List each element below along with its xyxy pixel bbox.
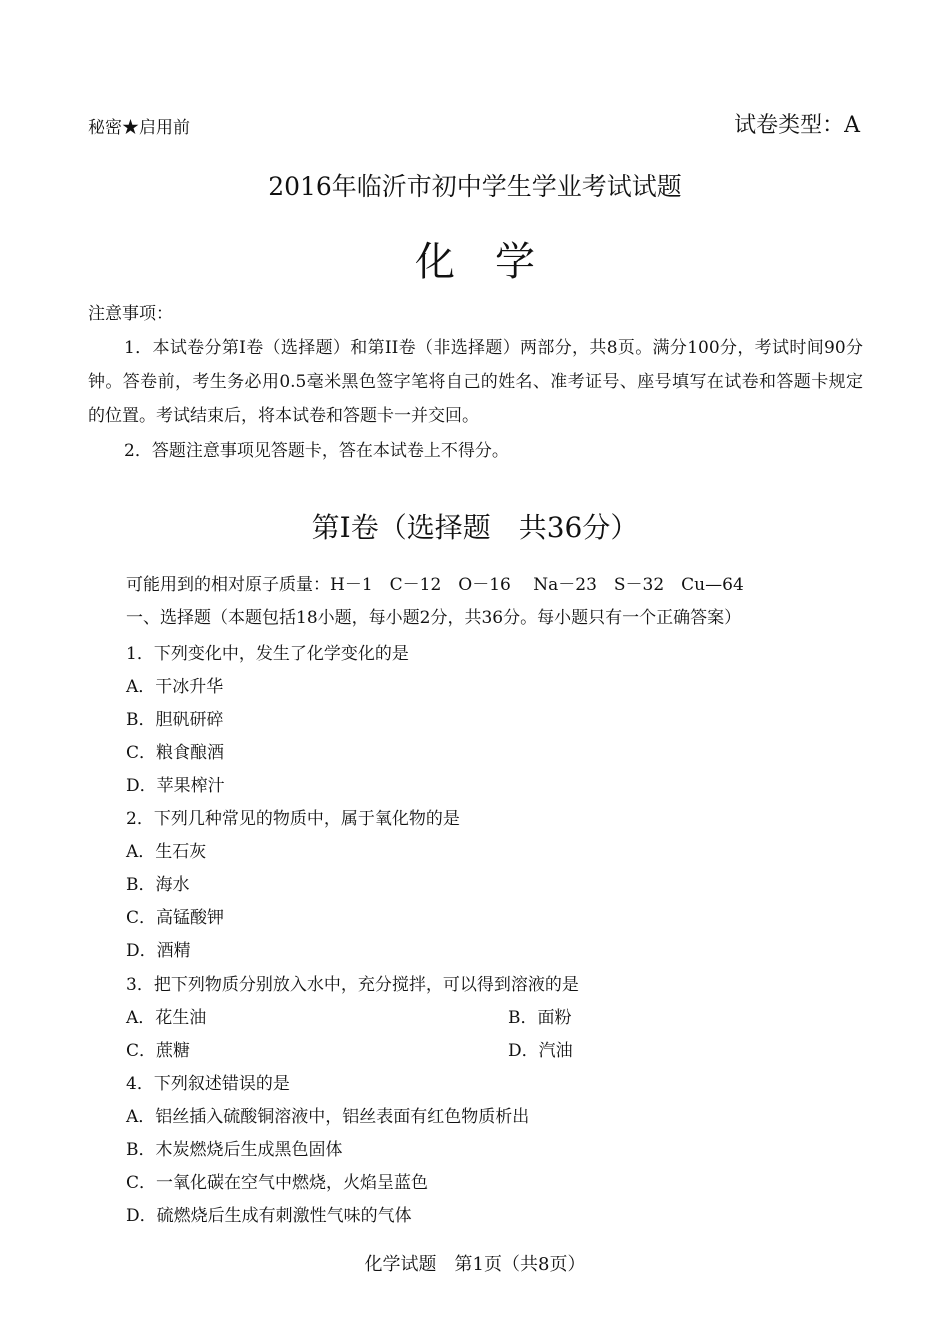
question-2-option-d: D．酒精 bbox=[126, 941, 191, 961]
question-4-option-d: D．硫燃烧后生成有刺激性气味的气体 bbox=[126, 1206, 412, 1226]
section-title: 第I卷（选择题 共36分） bbox=[311, 511, 639, 544]
question-2-option-a: A．生石灰 bbox=[126, 842, 207, 862]
subject-title: 化学 bbox=[415, 239, 575, 285]
question-2-option-b: B．海水 bbox=[126, 875, 190, 895]
question-1-stem: 1．下列变化中，发生了化学变化的是 bbox=[126, 644, 409, 664]
paper-type: 试卷类型：A bbox=[734, 113, 860, 138]
confidential-mark: 秘密★启用前 bbox=[88, 118, 190, 138]
part-intro: 一、选择题（本题包括18小题，每小题2分，共36分。每小题只有一个正确答案） bbox=[126, 608, 742, 628]
question-2-option-c: C．高锰酸钾 bbox=[126, 908, 225, 928]
question-4-stem: 4．下列叙述错误的是 bbox=[126, 1074, 290, 1094]
exam-title: 2016年临沂市初中学生学业考试试题 bbox=[268, 172, 682, 201]
question-3-option-a: A．花生油 bbox=[126, 1008, 207, 1028]
question-3-stem: 3．把下列物质分别放入水中，充分搅拌，可以得到溶液的是 bbox=[126, 975, 579, 995]
question-1-option-d: D．苹果榨汁 bbox=[126, 776, 225, 796]
question-1-option-b: B．胆矾研碎 bbox=[126, 710, 224, 730]
question-3-option-d: D．汽油 bbox=[508, 1041, 573, 1061]
atomic-masses: 可能用到的相对原子质量：H－1 C－12 O－16 Na－23 S－32 Cu—64 bbox=[126, 575, 744, 595]
question-1-option-c: C．粮食酿酒 bbox=[126, 743, 225, 763]
notice-heading: 注意事项： bbox=[88, 304, 173, 324]
question-4-option-a: A．铝丝插入硫酸铜溶液中，铝丝表面有红色物质析出 bbox=[126, 1107, 530, 1127]
question-2-stem: 2．下列几种常见的物质中，属于氧化物的是 bbox=[126, 809, 460, 829]
notice-item-2: 2．答题注意事项见答题卡，答在本试卷上不得分。 bbox=[124, 441, 509, 461]
notice-item-1: 1．本试卷分第I卷（选择题）和第II卷（非选择题）两部分，共8页。满分100分，考试时间90分钟。答卷前，考生务必用0.5毫米黑色签字笔将自己的姓名、准考证号、座号填写在试卷和答题卡规定的位置。考试结束后，将本试卷和答题卡一并交回。 bbox=[88, 338, 863, 426]
question-4-option-b: B．木炭燃烧后生成黑色固体 bbox=[126, 1140, 343, 1160]
page-footer: 化学试题 第1页（共8页） bbox=[364, 1254, 586, 1275]
question-1-option-a: A．干冰升华 bbox=[126, 677, 224, 697]
question-3-option-c: C．蔗糖 bbox=[126, 1041, 191, 1061]
question-4-option-c: C．一氧化碳在空气中燃烧，火焰呈蓝色 bbox=[126, 1173, 429, 1193]
question-3-option-b: B．面粉 bbox=[508, 1008, 572, 1028]
